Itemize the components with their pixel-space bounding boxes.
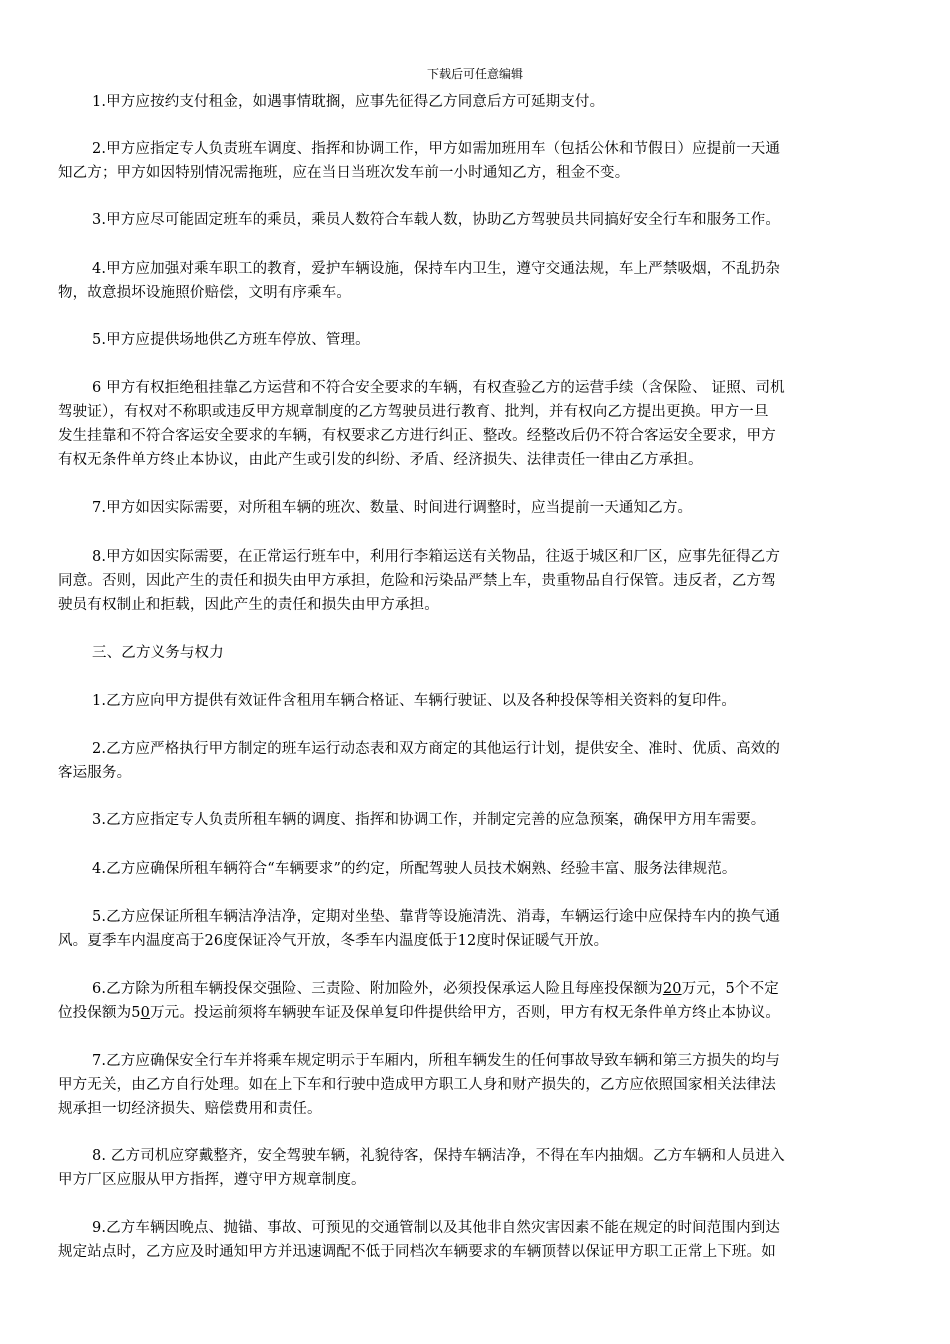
paragraph-a5: 5.甲方应提供场地供乙方班车停放、管理。 bbox=[92, 332, 370, 348]
paragraph-b1: 1.乙方应向甲方提供有效证件含租用车辆合格证、车辆行驶证、以及各种投保等相关资料的复印件。 bbox=[92, 693, 737, 709]
paragraph-b8: 8. 乙方司机应穿戴整齐，安全驾驶车辆，礼貌待客，保持车辆洁净，不得在车内抽烟。乙方车辆和人员进入 甲方厂区应服从甲方指挥，遵守甲方规章制度。 bbox=[58, 1148, 785, 1188]
paragraph-a2: 2.甲方应指定专人负责班车调度、指挥和协调工作，甲方如需加班用车（包括公休和节假日）应提前一天通 知乙方；甲方如因特别情况需拖班，应在当日当班次发车前一小时通知乙方，租金不变。 bbox=[58, 141, 781, 181]
paragraph-b3: 3.乙方应指定专人负责所租车辆的调度、指挥和协调工作，并制定完善的应急预案，确保甲方用车需要。 bbox=[92, 812, 766, 828]
paragraph-b9: 9.乙方车辆因晚点、抛锚、事故、可预见的交通管制以及其他非自然灾害因素不能在规定的时间范围内到达 规定站点时，乙方应及时通知甲方并迅速调配不低于同档次车辆要求的车辆顶替以保证甲方职工正常上下班。如 bbox=[58, 1220, 781, 1260]
insured-amount-unfixed: 0 bbox=[140, 1005, 151, 1021]
paragraph-a3: 3.甲方应尽可能固定班车的乘员，乘员人数符合车载人数，协助乙方驾驶员共同搞好安全行车和服务工作。 bbox=[92, 212, 781, 228]
paragraph-b2: 2.乙方应严格执行甲方制定的班车运行动态表和双方商定的其他运行计划，提供安全、准时、优质、高效的 客运服务。 bbox=[58, 741, 781, 781]
section-heading: 三、乙方义务与权力 bbox=[92, 645, 224, 661]
paragraph-b6: 6.乙方除为所租车辆投保交强险、三责险、附加险外，必须投保承运人险且每座投保额为20万元，5个不定 位投保额为50万元。投运前须将车辆驶车证及保单复印件提供给甲方，否则，甲方有权无条件单方终止本协议。 bbox=[58, 981, 780, 1021]
paragraph-b7: 7.乙方应确保安全行车并将乘车规定明示于车厢内，所租车辆发生的任何事故导致车辆和第三方损失的均与 甲方无关，由乙方自行处理。如在上下车和行驶中造成甲方职工人身和财产损失的，乙方应依照国家相关法律法 规承担一切经济损失、赔偿费用和责任。 bbox=[58, 1053, 781, 1117]
page-header: 下载后可任意编辑 bbox=[426, 67, 523, 81]
paragraph-b5: 5.乙方应保证所租车辆洁净洁净，定期对坐垫、靠背等设施清洗、消毒，车辆运行途中应保持车内的换气通 风。夏季车内温度高于26度保证冷气开放，冬季车内温度低于12度时保证暖气开放。 bbox=[58, 909, 781, 949]
paragraph-a4: 4.甲方应加强对乘车职工的教育，爱护车辆设施，保持车内卫生，遵守交通法规，车上严禁吸烟，不乱扔杂 物，故意损坏设施照价赔偿，文明有序乘车。 bbox=[58, 261, 781, 301]
paragraph-a1: 1.甲方应按约支付租金，如遇事情耽搁，应事先征得乙方同意后方可延期支付。 bbox=[92, 94, 605, 110]
paragraph-a7: 7.甲方如因实际需要，对所租车辆的班次、数量、时间进行调整时，应当提前一天通知乙方。 bbox=[92, 500, 693, 516]
insured-amount-per-seat: 20 bbox=[662, 981, 682, 997]
paragraph-a6: 6 甲方有权拒绝租挂靠乙方运营和不符合安全要求的车辆，有权查验乙方的运营手续（含保险、 证照、司机 驾驶证），有权对不称职或违反甲方规章制度的乙方驾驶员进行教育、批判，并有权向乙方提出更换。甲方一旦 发生挂靠和不符合客运安全要求的车辆，有权要求乙方进行纠正、整改。经整改后仍不符合客运安全要求，甲方 有权无条件单方终止本协议，由此产生或引发的纠纷、矛盾、经济损失、法律责任一律由乙方承担。 bbox=[58, 380, 785, 468]
paragraph-b4: 4.乙方应确保所租车辆符合“车辆要求”的约定，所配驾驶人员技术娴熟、经验丰富、服务法律规范。 bbox=[92, 861, 737, 877]
paragraph-a8: 8.甲方如因实际需要，在正常运行班车中，利用行李箱运送有关物品，往返于城区和厂区，应事先征得乙方 同意。否则，因此产生的责任和损失由甲方承担，危险和污染品严禁上车，贵重物品自行保管。违反者，乙方驾 驶员有权制止和拒载，因此产生的责任和损失由甲方承担。 bbox=[58, 549, 781, 613]
